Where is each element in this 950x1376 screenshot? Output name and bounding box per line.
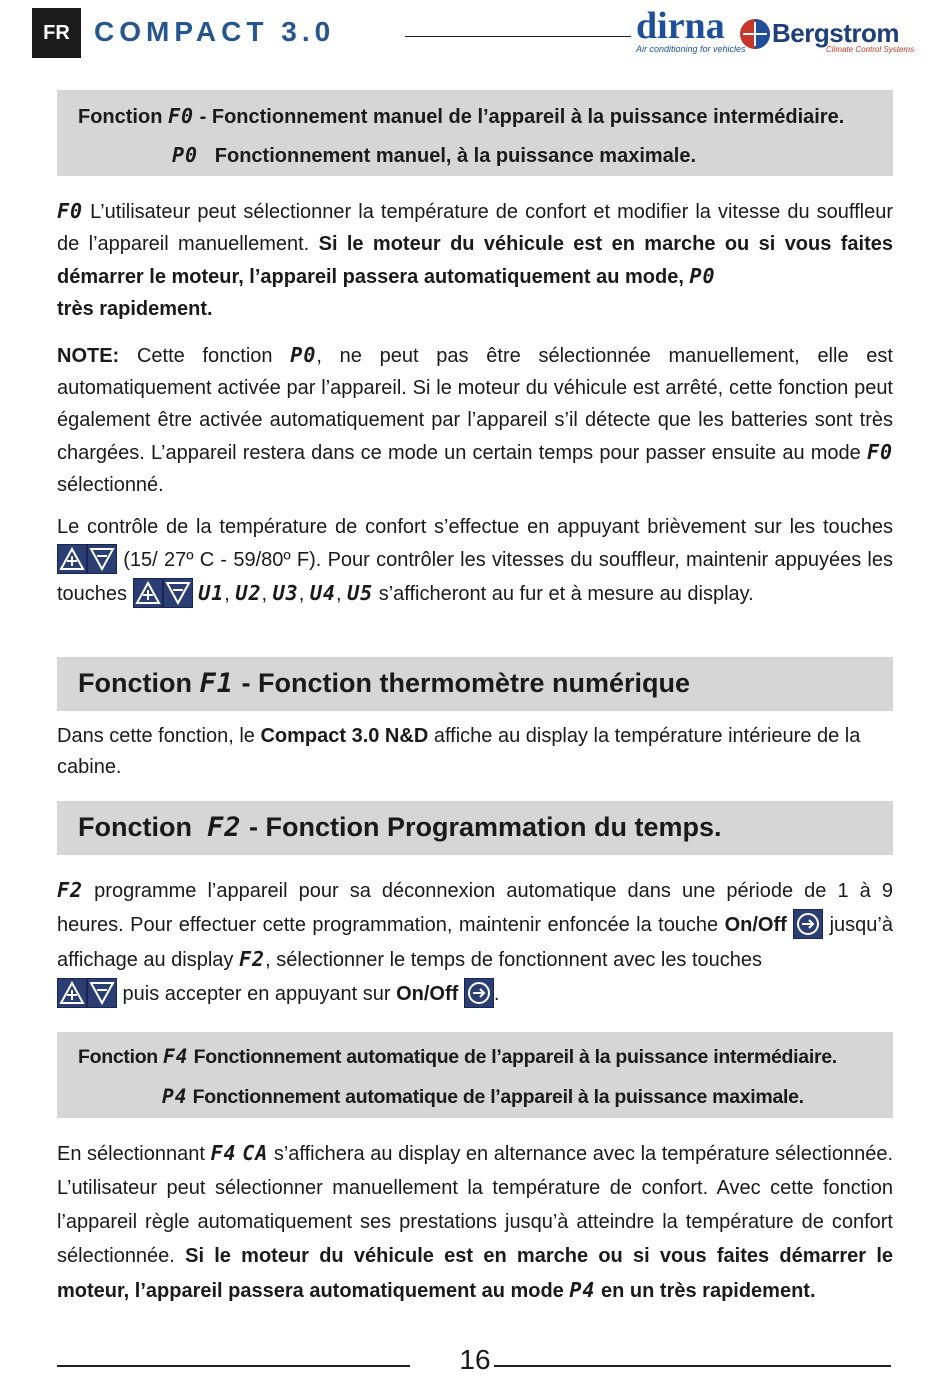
section-f4-band xyxy=(57,1032,893,1118)
lcd-speed-u5: U5 xyxy=(347,581,374,605)
section-f4-line1: Fonction F4 Fonctionnement automatique de l’appareil à la puissance intermédiaire. xyxy=(78,1045,837,1068)
lcd-code-p4: P4 xyxy=(162,1085,188,1108)
para-f1-description: Dans cette fonction, le Compact 3.0 N&D affiche au display la température intérieure de la cabine. xyxy=(57,725,861,778)
temp-down-button[interactable] xyxy=(163,578,193,608)
lcd-code-p4: P4 xyxy=(569,1278,596,1302)
model-title: COMPACT 3.0 xyxy=(94,16,336,47)
lcd-code-f1: F1 xyxy=(199,668,235,699)
temp-down-button[interactable] xyxy=(87,978,117,1008)
section-f1-title: Fonction F1 - Fonction thermomètre numérique xyxy=(78,668,691,699)
para-f4-description: En sélectionnant F4 CA s’affichera au display en alternance avec la température sélectionnée. L’utilisateur peut sélectionner manuellement la température de confort. Avec cette fonction l’appareil règle automatiquement ses prestations jusqu’à atteindre la température de confort sélectionnée. Si le moteur du véhicule est en marche ou si vous faites démarrer le moteur, l’appareil passera automatiquement au mode P4 en un très rapidement. xyxy=(57,1141,894,1302)
lcd-speed-u3: U3 xyxy=(272,581,299,605)
footer-line-right xyxy=(494,1365,891,1367)
lcd-code-f0: F0 xyxy=(866,440,893,464)
arrow-right-circle-icon xyxy=(465,979,493,1007)
section-f4-line2: P4 Fonctionnement automatique de l’appareil à la puissance maximale. xyxy=(162,1085,804,1108)
triangle-down-minus-icon xyxy=(164,579,192,607)
page-number: 16 xyxy=(459,1344,491,1375)
lcd-speed-u2: U2 xyxy=(235,581,262,605)
temp-up-button[interactable] xyxy=(57,544,87,574)
para-temperature-control: Le contrôle de la température de confort s’effectue en appuyant brièvement sur les touches (15/ 27º C - 59/80º F). Pour contrôler les vitesses du souffleur, maintenir appuyées les touches U1, U2, U3, U4, U5 s’afficheront au fur et à mesure au display. xyxy=(57,511,893,611)
header-divider xyxy=(405,36,631,37)
lcd-code-f2: F2 xyxy=(57,878,84,902)
lcd-code-p0: P0 xyxy=(172,143,199,167)
para-f2-description: F2 programme l’appareil pour sa déconnexion automatique dans une période de 1 à 9 heures. Pour effectuer cette programmation, maintenir enfoncée la touche On/Off jusqu’à affichage au display F2, sélectionner le temps de fonctionnent avec les touches puis accepter en appuyant sur On/Off . xyxy=(57,873,893,1011)
lcd-code-p0: P0 xyxy=(290,343,317,367)
section-f2-title: Fonction F2 - Fonction Programmation du temps. xyxy=(78,812,722,843)
section-f0-line2: P0 Fonctionnement manuel, à la puissance maximale. xyxy=(172,143,697,167)
section-f1-band xyxy=(57,657,893,711)
language-badge: FR xyxy=(32,8,81,58)
bergstrom-tagline: Climate Control Systems xyxy=(826,45,915,54)
lcd-code-f4: F4 xyxy=(210,1141,237,1165)
lcd-code-p0: P0 xyxy=(689,264,716,288)
on-off-button[interactable] xyxy=(793,909,823,939)
triangle-up-plus-icon xyxy=(58,545,86,573)
bergstrom-logo: Bergstrom xyxy=(772,18,899,48)
lcd-code-f0: F0 xyxy=(57,199,84,223)
triangle-down-minus-icon xyxy=(88,545,116,573)
dirna-tagline: Air conditioning for vehicles xyxy=(636,44,746,54)
on-off-button[interactable] xyxy=(464,978,494,1008)
lcd-code-f2: F2 xyxy=(207,812,242,843)
triangle-down-minus-icon xyxy=(88,979,116,1007)
dirna-logo: dirna xyxy=(636,5,725,47)
para-note: NOTE: Cette fonction P0, ne peut pas être sélectionnée manuellement, elle est automatiquement activée par l’appareil. Si le moteur du véhicule est arrêté, cette fonction peut également être activée automatiquement par l’appareil s’il détecte que les batteries sont très chargées. L’appareil restera dans ce mode un certain temps pour passer ensuite au mode F0 sélectionné. xyxy=(57,343,893,496)
lcd-code-f0: F0 xyxy=(168,104,195,128)
temp-down-button[interactable] xyxy=(87,544,117,574)
lcd-speed-u1: U1 xyxy=(198,581,225,605)
lcd-code-f4: F4 xyxy=(163,1045,189,1068)
triangle-up-plus-icon xyxy=(134,579,162,607)
temp-up-button[interactable] xyxy=(57,978,87,1008)
temp-up-button[interactable] xyxy=(133,578,163,608)
section-f0-line1: Fonction F0 - Fonctionnement manuel de l’appareil à la puissance intermédiaire. xyxy=(78,104,845,128)
section-f2-band xyxy=(57,801,893,855)
section-f0-band xyxy=(57,90,893,176)
lcd-speed-u4: U4 xyxy=(309,581,336,605)
globe-logo-icon xyxy=(739,18,771,55)
lcd-code-f2: F2 xyxy=(238,947,266,971)
para-f0-description: F0 L’utilisateur peut sélectionner la température de confort et modifier la vitesse du souffleur de l’appareil manuellement. Si le moteur du véhicule est en marche ou si vous faites démarrer le moteur, l’appareil passera automatiquement au mode, P0 très rapidement. xyxy=(57,199,893,320)
lcd-code-ca: CA xyxy=(242,1141,269,1165)
triangle-up-plus-icon xyxy=(58,979,86,1007)
arrow-right-circle-icon xyxy=(794,910,822,938)
